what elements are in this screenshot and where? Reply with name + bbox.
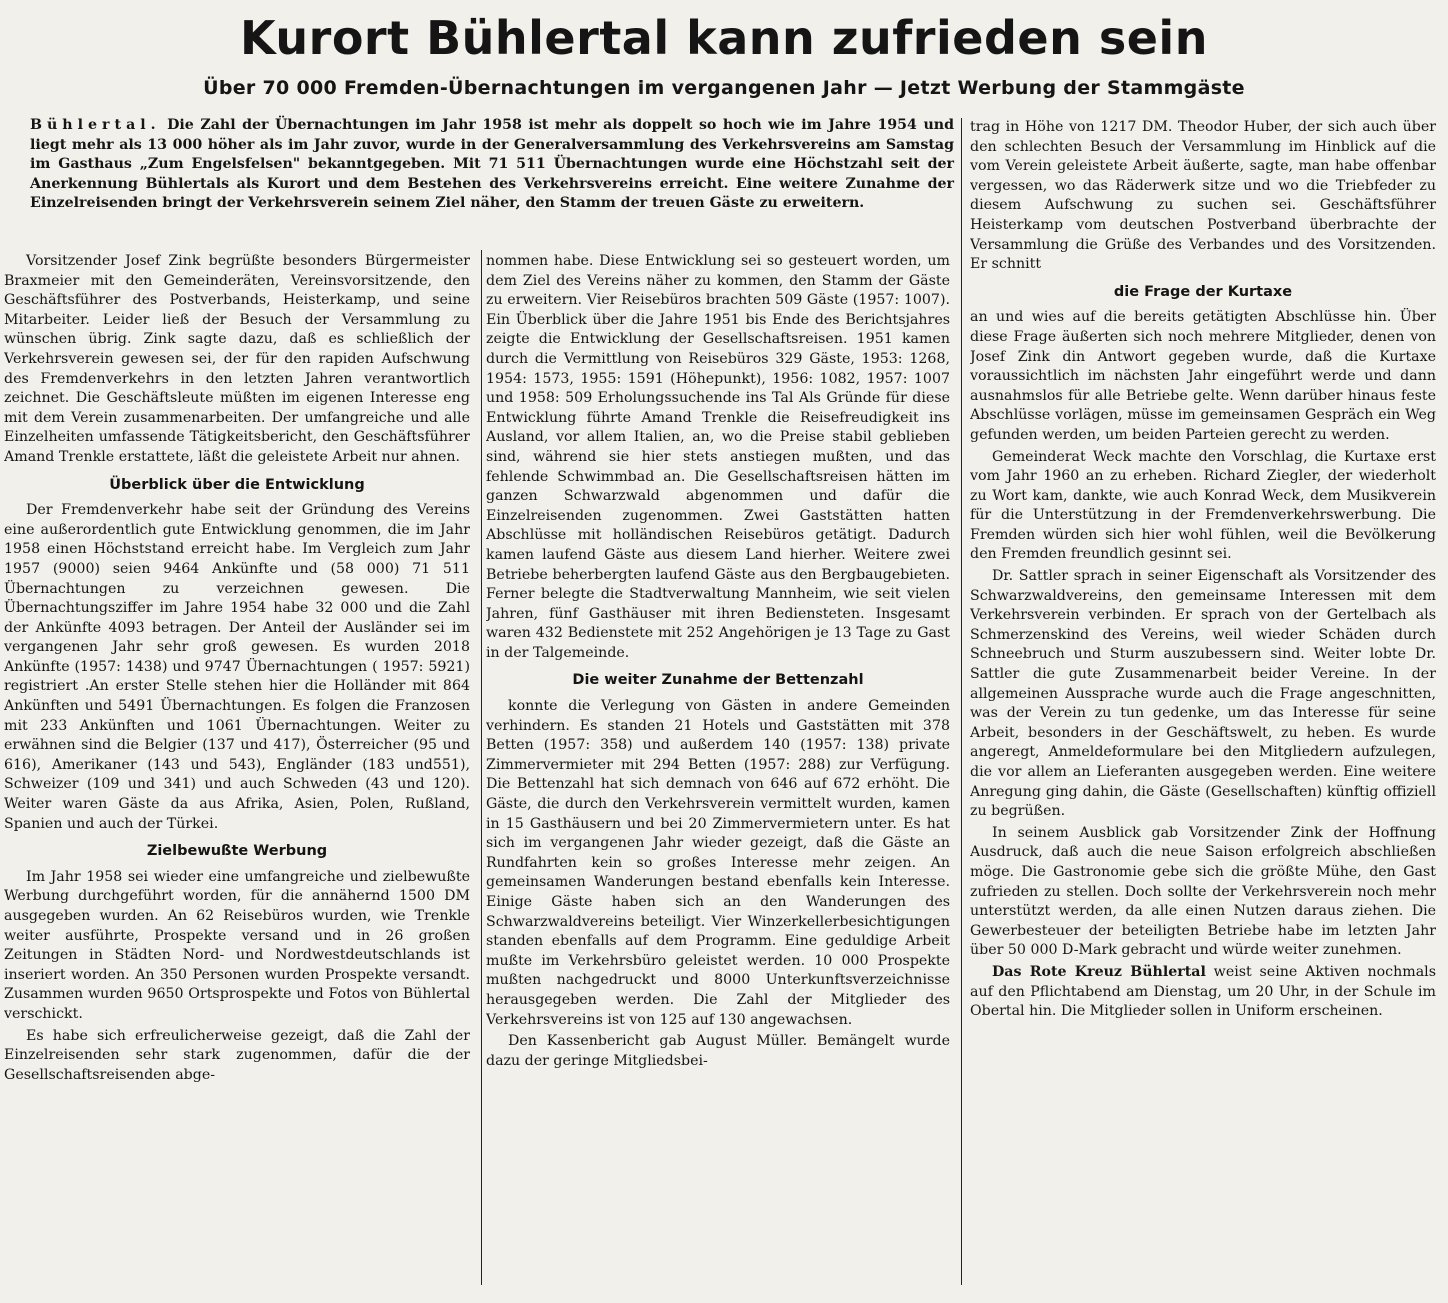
notice-text: weist seine Aktiven nochmals auf den Pflichtabend am Dienstag, um 20 Uhr, in der Schule im Obertal hin. Die Mitglieder sollen in Uniform erscheinen. — [970, 963, 1436, 1020]
col1-heading-1: Überblick über die Entwicklung — [109, 476, 365, 493]
column-2 — [486, 252, 950, 1292]
subheadline: Über 70 000 Fremden-Übernachtungen im vergangenen Jahr — Jetzt Werbung der Stammgäste — [203, 77, 1245, 99]
col3-paragraph-4: Dr. Sattler sprach in seiner Eigenschaft als Vorsitzender des Schwarzwaldvereins, den gemeinsame Interessen mit dem Verkehrsverein verbinden. Er sprach von der Gertelbach als Schmerzenskind des Vereins, weil wieder Schäden durch Schneebruch und Sturm auszubessern sind. Weiter lobte Dr. Sattler die gute Zusammenarbeit beider Vereine. In der allgemeinen Aussprache wurde auch die Frage angeschnitten, was der Verein zu tun gedenke, um das Interesse für seine Arbeit, besonders in der Geschäftswelt, zu heben. Es wurde angeregt, Anmeldeformulare bei den Mitgliedern aufzulegen, die vor allem an Lieferanten ausgegeben werden. Eine weitere Anregung ging dahin, die Gäste (Gesellschaften) künftig offiziell zu begrüßen. — [970, 568, 1436, 820]
col2-paragraph-2: konnte die Verlegung von Gästen in andere Gemeinden verhindern. Es standen 21 Hotels und Gaststätten mit 378 Betten (1957: 358) und außerdem 140 (1957: 138) private Zimmervermieter mit 294 Betten (1957: 288) zur Verfügung. Die Bettenzahl hat sich demnach von 646 auf 672 erhöht. Die Gäste, die durch den Verkehrsverein vermittelt wurden, kamen in 15 Gasthäusern und bei 20 Zimmervermietern unter. Es hat sich im vergangenen Jahr wieder gezeigt, daß die Gäste an Rundfahrten kein so großes Interesse mehr zeigen. An gemeinsamen Wanderungen bestand ebenfalls kein Interesse. Einige Gäste haben sich an den Wanderungen des Schwarzwaldvereins beteiligt. Vier Winzerkellerbesichtigungen standen ebenfalls auf dem Programm. Eine geduldige Arbeit mußte im Verkehrsbüro geleistet werden. 10 000 Prospekte mußten nachgedruckt und 8000 Unterkunftsverzeichnisse herausgegeben werden. Die Zahl der Mitglieder des Verkehrsvereins ist von 125 auf 130 angewachsen. — [486, 698, 950, 1028]
col3-paragraph-1: trag in Höhe von 1217 DM. Theodor Huber, der sich auch über den schlechten Besuch der Versammlung im Hinblick auf die vom Verein geleistete Arbeit äußerte, sagte, man habe offenbar vergessen, wo das Räderwerk sitze und wo die Triebfeder zu diesem Aufschwung zu suchen sei. Geschäftsführer Heisterkamp vom deutschen Postverband überbrachte der Versammlung die Grüße des Verbandes und des Vorsitzenden. Er schnitt — [970, 119, 1436, 273]
col1-paragraph-1: Vorsitzender Josef Zink begrüßte besonders Bürgermeister Braxmeier mit den Gemeinderäten, Vereinsvorsitzende, den Geschäftsführer des Postverbands, Heisterkamp, und seine Mitarbeiter. Leider ließ der Besuch der Versammlung zu wünschen übrig. Zink sagte dazu, daß es schließlich der Verkehrsverein gewesen sei, der für den rapiden Aufschwung des Fremdenverkehrs in den letzten Jahren verantwortlich zeichnet. Die Geschäftsleute müßten im eigenen Interesse eng mit dem Verein zusammenarbeiten. Der umfangreiche und alle Einzelheiten umfassende Tätigkeitsbericht, den Geschäftsführer Amand Trenkle erstattete, läßt die geleistete Arbeit nur ahnen. — [4, 253, 470, 465]
headline: Kurort Bühlertal kann zufrieden sein — [240, 11, 1208, 65]
col3-paragraph-3: Gemeinderat Weck machte den Vorschlag, die Kurtaxe erst vom Jahr 1960 an zu erheben. Richard Ziegler, der wiederholt zu Wort kam, dankte, wie auch Konrad Weck, dem Musikverein für die Unterstützung in der Fremdenverkehrswerbung. Die Fremden würden sich hier wohl fühlen, weil die Bevölkerung den Fremden freundlich gesinnt sei. — [970, 448, 1436, 563]
column-1 — [4, 252, 470, 1292]
notice-title: Das Rote Kreuz Bühlertal — [992, 963, 1206, 980]
col3-paragraph-2: an und wies auf die bereits getätigten Abschlüsse hin. Über diese Frage äußerten sich noch mehrere Mitglieder, denen von Josef Zink din Antwort gegeben wurde, daß die Kurtaxe voraussichtlich im nächsten Jahr eingeführt werde und dann ausnahmslos für alle Betriebe gelte. Wenn darüber hinaus feste Abschlüsse vorlägen, müsse im gemeinsamen Gespräch ein Weg gefunden werden, um beiden Parteien gerecht zu werden. — [970, 309, 1436, 443]
col3-heading-1: die Frage der Kurtaxe — [1113, 283, 1293, 300]
column-divider-2 — [961, 118, 962, 1285]
col1-heading-2: Zielbewußte Werbung — [146, 843, 328, 860]
col3-notice — [970, 963, 1436, 1022]
col3-paragraph-5: In seinem Ausblick gab Vorsitzender Zink der Hoffnung Ausdruck, daß auch die neue Saison erfolgreich abschließen möge. Die Gastronomie gebe sich die größte Mühe, den Gast zufrieden zu stellen. Doch sollte der Verkehrsverein noch mehr unterstützt werden, da alle einen Nutzen daraus ziehen. Die Gewerbesteuer der beteiligten Betriebe habe im letzten Jahr über 50 000 D-Mark gebracht und würde weiter zunehmen. — [970, 824, 1436, 959]
col1-paragraph-3: Im Jahr 1958 sei wieder eine umfangreiche und zielbewußte Werbung durchgeführt worden, für die annähernd 1500 DM ausgegeben wurden. An 62 Reisebüros wurden, wie Trenkle weiter ausführte, Prospekte versand und in 26 großen Zeitungen in Städten Nord- und Nordwestdeutschlands ist inseriert worden. An 350 Personen wurden Prospekte versandt. Zusammen wurden 9650 Ortsprospekte und Fotos von Bühlertal verschickt. — [4, 868, 470, 1022]
col1-paragraph-2: Der Fremdenverkehr habe seit der Gründung des Vereins eine außerordentlich gute Entwicklung genommen, die im Jahr 1958 einen Höchststand erreicht habe. Im Vergleich zum Jahr 1957 (9000) seien 9464 Ankünfte und (58 000) 71 511 Übernachtungen zu verzeichnen gewesen. Die Übernachtungsziffer im Jahre 1954 habe 32 000 und die Zahl der Ankünfte 4093 betragen. Der Anteil der Ausländer sei im vergangenen Jahr sehr groß gewesen. Es wurden 2018 Ankünfte (1957: 1438) und 9747 Übernachtungen ( 1957: 5921) registriert .An erster Stelle stehen hier die Holländer mit 864 Ankünften und 5491 Übernachtungen. Es folgen die Franzosen mit 233 Ankünften und 1061 Übernachtungen. Weiter zu erwähnen sind die Belgier (137 und 417), Österreicher (95 und 616), Amerikaner (143 und 543), Engländer (183 und551), Schweizer (109 und 341) und auch Schweden (43 und 120). Weiter waren Gäste da aus Afrika, Asien, Polen, Rußland, Spanien und auch der Türkei. — [4, 502, 470, 832]
col1-paragraph-4: Es habe sich erfreulicherweise gezeigt, daß die Zahl der Einzelreisenden sehr stark zugenommen, dafür die der Gesellschaftsreisenden abge- — [4, 1027, 470, 1083]
column-divider-1 — [481, 250, 482, 1285]
lead-place: Bühlertal. — [30, 117, 161, 133]
col2-heading-1: Die weiter Zunahme der Bettenzahl — [572, 672, 864, 689]
col2-paragraph-3: Den Kassenbericht gab August Müller. Bemängelt wurde dazu der geringe Mitgliedsbei- — [486, 1033, 950, 1069]
lead-paragraph — [30, 116, 954, 214]
col2-paragraph-1: nommen habe. Diese Entwicklung sei so gesteuert worden, um dem Ziel des Vereins näher zu kommen, den Stamm der Gäste zu erweitern. Vier Reisebüros brachten 509 Gäste (1957: 1007). Ein Überblick über die Jahre 1951 bis Ende des Berichtsjahres zeigte die Entwicklung der Gesellschaftsreisen. 1951 kamen durch die Vermittlung von Reisebüros 329 Gäste, 1953: 1268, 1954: 1573, 1955: 1591 (Höhepunkt), 1956: 1082, 1957: 1007 und 1958: 509 Erholungssuchende ins Tal Als Gründe für diese Entwicklung führte Amand Trenkle die Reisefreudigkeit ins Ausland, vor allem Italien, an, wo die Preise stabil geblieben sind, während sie hier stets anstiegen mußten, und das fehlende Schwimmbad an. Die Gesellschaftsreisen hätten im ganzen Schwarzwald abgenommen und dafür die Einzelreisenden zugenommen. Zwei Gaststätten hatten Abschlüsse mit holländischen Reisebüros getätigt. Dadurch kamen laufend Gäste aus diesem Land hierher. Weitere zwei Betriebe beherbergten laufend Gäste aus den Bergbaugebieten. Ferner belegte die Stadtverwaltung Mannheim, wie seit vielen Jahren, fünf Gasthäuser mit ihren Bediensteten. Insgesamt waren 432 Bedienstete mit 252 Angehörigen je 13 Tage zu Gast in der Talgemeinde. — [486, 253, 950, 661]
column-3 — [970, 118, 1436, 1288]
lead-text: Die Zahl der Übernachtungen im Jahr 1958 ist mehr als doppelt so hoch wie im Jahre 1954 und liegt mehr als 13 000 höher als im Jahr zuvor, wurde in der Generalversammlung des Verkehrsvereins am Samstag im Gasthaus „Zum Engelsfelsen" bekanntgegeben. Mit 71 511 Übernachtungen wurde eine Höchstzahl seit der Anerkennung Bühlertals als Kurort und dem Bestehen des Verkehrsvereins erreicht. Eine weitere Zunahme der Einzelreisenden bringt der Verkehrsverein seinem Ziel näher, den Stamm der treuen Gäste zu erweitern. — [30, 117, 954, 212]
